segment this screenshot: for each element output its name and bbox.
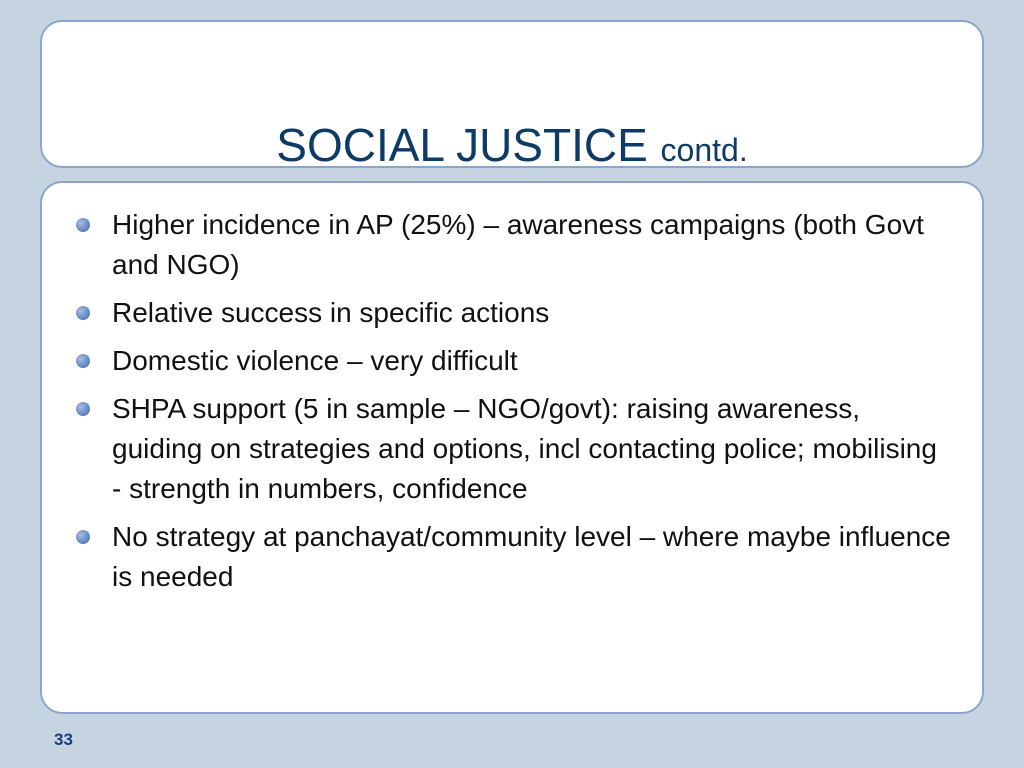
bullet-item — [72, 389, 952, 509]
bullet-text: Domestic violence – very difficult — [112, 345, 518, 376]
bullet-dot-icon — [76, 306, 90, 320]
bullet-dot-icon — [76, 354, 90, 368]
bullet-item — [72, 341, 952, 381]
title-box — [40, 20, 984, 171]
bullet-text: Higher incidence in AP (25%) – awareness campaigns (both Govt and NGO) — [112, 209, 924, 280]
bullet-text: SHPA support (5 in sample – NGO/govt): raising awareness, guiding on strategies and options, incl contacting police; mobilising - strength in numbers, confidence — [112, 393, 937, 504]
bullet-item — [72, 517, 952, 597]
slide-title — [42, 120, 982, 175]
title-main: SOCIAL JUSTICE — [276, 119, 648, 171]
bullet-dot-icon — [76, 218, 90, 232]
bullet-text: No strategy at panchayat/community level – where maybe influence is needed — [112, 521, 951, 592]
content-box — [40, 181, 984, 714]
bullet-item — [72, 205, 952, 285]
page-number: 33 — [54, 730, 73, 749]
title-suffix: contd. — [660, 132, 748, 168]
bullet-list — [72, 205, 952, 605]
bullet-dot-icon — [76, 402, 90, 416]
bullet-dot-icon — [76, 530, 90, 544]
bullet-item — [72, 293, 952, 333]
bullet-text: Relative success in specific actions — [112, 297, 550, 328]
